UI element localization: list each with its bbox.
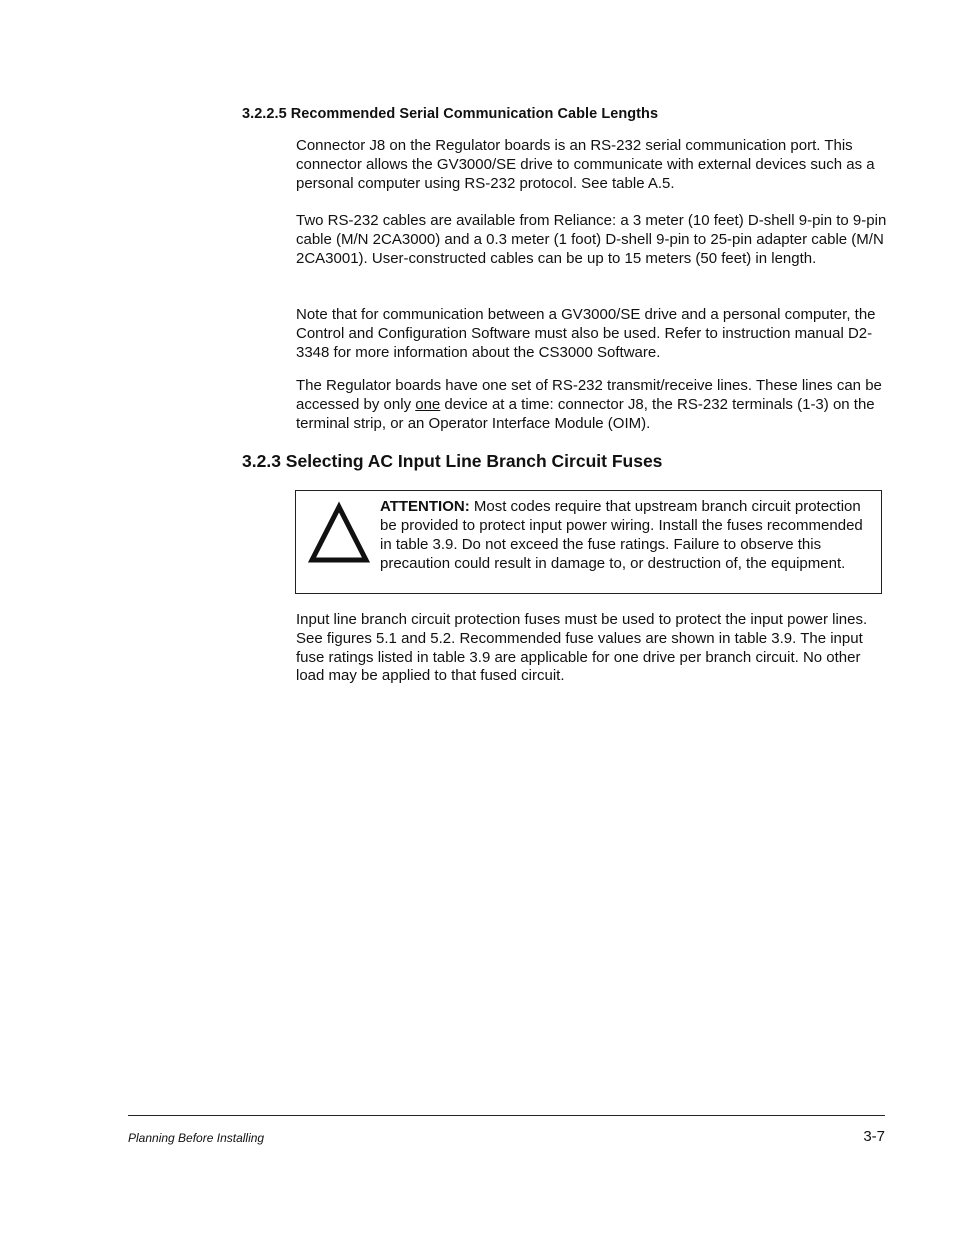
warning-triangle-icon (308, 501, 370, 565)
text-before: The Regulator boards have one set of RS-232 transmit/receive lines. These lines can be accessed by only (296, 377, 882, 413)
paragraph-rs232-cables (296, 212, 888, 268)
attention-text (380, 497, 874, 573)
underlined-word: one (415, 395, 441, 413)
footer-title: Planning Before Installing (128, 1131, 265, 1145)
paragraph-software-note (296, 306, 888, 362)
paragraph-text: Two RS-232 cables are available from Reliance: a 3 meter (10 feet) D-shell 9-pin to 9-pin cable (M/N 2CA3000) and a 0.3 meter (1 foot) D-shell 9-pin to 25-pin adapter cable (M/N 2CA3001). User-constructed cables can be up to 15 meters (50 feet) in length. (296, 212, 887, 267)
subsection-heading: 3.2.2.5 Recommended Serial Communication Cable Lengths (242, 106, 659, 122)
attention-label: ATTENTION: (380, 498, 470, 515)
attention-box (295, 490, 882, 594)
paragraph-text (296, 377, 888, 433)
paragraph-text: Note that for communication between a GV3000/SE drive and a personal computer, the Control and Configuration Software must also be used. Refer to instruction manual D2-3348 for more information about the CS3000 Software. (296, 306, 876, 361)
paragraph-connector-j8 (296, 137, 888, 193)
section-heading: 3.2.3 Selecting AC Input Line Branch Circuit Fuses (242, 451, 663, 471)
paragraph-fuse-protection (296, 611, 888, 686)
paragraph-text: Connector J8 on the Regulator boards is an RS-232 serial communication port. This connector allows the GV3000/SE drive to communicate with external devices such as a personal computer using RS-232 protocol. See table A.5. (296, 137, 875, 192)
attention-body: Most codes require that upstream branch circuit protection be provided to protect input power wiring. Install the fuses recommended in table 3.9. Do not exceed the fuse ratings. Failure to observe this precaution could result in damage to, or destruction of, the equipment. (380, 498, 863, 572)
paragraph-transmit-lines (296, 377, 888, 433)
text-after: device at a time: connector J8, the RS-232 terminals (1-3) on the terminal strip, or an Operator Interface Module (OIM). (296, 395, 875, 432)
footer-divider (128, 1115, 885, 1116)
page-number: 3-7 (863, 1128, 885, 1145)
paragraph-text: Input line branch circuit protection fuses must be used to protect the input power lines. See figures 5.1 and 5.2. Recommended fuse values are shown in table 3.9. The input fuse ratings listed in table 3.9 are applicable for one drive per branch circuit. No other load may be applied to that fused circuit. (296, 611, 868, 685)
